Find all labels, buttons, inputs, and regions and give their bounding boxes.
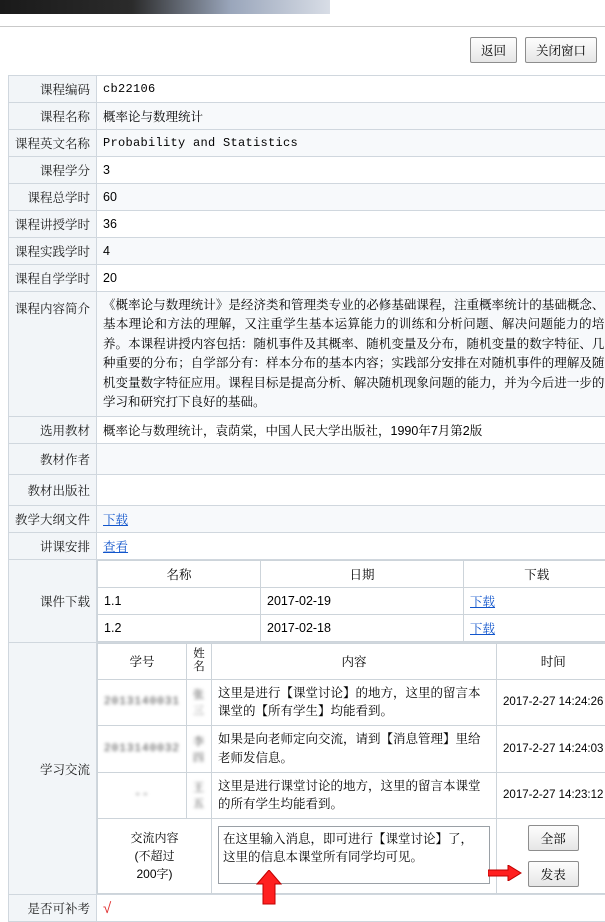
discussion-student-name: 张三 <box>187 679 212 726</box>
syllabus-download-link[interactable]: 下载 <box>103 513 128 527</box>
show-all-button[interactable]: 全部 <box>528 825 579 851</box>
courseware-col-name: 名称 <box>98 561 261 588</box>
field-value-textbook: 概率论与数理统计，袁荫棠，中国人民大学出版社，1990年7月第2版 <box>97 417 605 444</box>
field-label: 课程英文名称 <box>9 130 97 157</box>
table-row <box>9 292 605 417</box>
courseware-name: 1.1 <box>98 588 261 615</box>
field-label: 课程总学时 <box>9 184 97 211</box>
lecture-plan-view-link[interactable]: 查看 <box>103 540 128 554</box>
table-row <box>98 772 605 819</box>
field-label: 课程学分 <box>9 157 97 184</box>
course-info-table <box>8 75 605 922</box>
discussion-col-time: 时间 <box>497 644 605 679</box>
discussion-buttons-cell <box>497 819 605 894</box>
table-row <box>9 157 605 184</box>
table-row <box>9 184 605 211</box>
discussion-student-id: 2013140032 <box>98 726 187 773</box>
annotation-arrow-right-icon <box>488 865 522 881</box>
field-label-discussion: 学习交流 <box>9 643 97 895</box>
field-value-practice-hours: 4 <box>97 238 605 265</box>
courseware-header-row <box>98 561 605 588</box>
field-label: 课程实践学时 <box>9 238 97 265</box>
field-label: 课程名称 <box>9 103 97 130</box>
discussion-student-id: -- <box>98 772 187 819</box>
discussion-time: 2017-2-27 14:23:12 <box>497 772 605 819</box>
discussion-input-label <box>98 819 212 894</box>
field-value-course-code: cb22106 <box>97 76 605 103</box>
field-label-lecture-plan: 讲课安排 <box>9 533 97 560</box>
field-label-syllabus: 教学大纲文件 <box>9 506 97 533</box>
courseware-download-link[interactable]: 下载 <box>470 595 495 609</box>
courseware-col-date: 日期 <box>261 561 464 588</box>
field-label: 课程讲授学时 <box>9 211 97 238</box>
courseware-download-cell <box>464 588 605 615</box>
table-row <box>9 130 605 157</box>
field-value-lecture-hours: 36 <box>97 211 605 238</box>
table-row <box>9 265 605 292</box>
field-value-makeup <box>97 895 605 922</box>
checkmark-icon: √ <box>103 900 111 917</box>
table-row <box>9 417 605 444</box>
table-row <box>98 679 605 726</box>
discussion-input-label-line1: 交流内容 <box>104 829 205 847</box>
post-button-wrapper <box>528 861 579 887</box>
top-button-bar <box>0 27 605 75</box>
discussion-input-row <box>98 819 605 894</box>
table-row <box>98 726 605 773</box>
field-value-lecture-plan <box>97 533 605 560</box>
discussion-content: 这里是进行课堂讨论的地方，这里的留言本课堂的所有学生均能看到。 <box>212 772 497 819</box>
table-row <box>98 615 605 642</box>
discussion-input-label-line3: 200字) <box>104 865 205 883</box>
discussion-buttons <box>503 823 603 889</box>
field-value-author <box>97 444 605 475</box>
discussion-content: 如果是向老师定向交流，请到【消息管理】里给老师发信息。 <box>212 726 497 773</box>
discussion-input-wrapper <box>218 826 490 887</box>
field-value-syllabus <box>97 506 605 533</box>
browser-chrome-strip-right <box>330 0 605 14</box>
courseware-table <box>97 560 605 642</box>
annotation-arrow-up-icon <box>256 870 282 906</box>
courseware-name: 1.2 <box>98 615 261 642</box>
table-row <box>98 588 605 615</box>
courseware-cell <box>97 560 605 643</box>
discussion-time: 2017-2-27 14:24:26 <box>497 679 605 726</box>
table-row <box>9 76 605 103</box>
field-label: 课程自学学时 <box>9 265 97 292</box>
field-label-author: 教材作者 <box>9 444 97 475</box>
courseware-download-cell <box>464 615 605 642</box>
discussion-input-cell <box>212 819 497 894</box>
discussion-input-label-line2: (不超过 <box>104 847 205 865</box>
discussion-col-name: 姓名 <box>187 644 212 679</box>
courseware-date: 2017-02-18 <box>261 615 464 642</box>
courseware-download-link[interactable]: 下载 <box>470 622 495 636</box>
field-label-publisher: 教材出版社 <box>9 475 97 506</box>
discussion-col-content: 内容 <box>212 644 497 679</box>
field-value-publisher <box>97 475 605 506</box>
courseware-date: 2017-02-19 <box>261 588 464 615</box>
table-row <box>9 238 605 265</box>
table-row-discussion <box>9 643 605 895</box>
discussion-student-name: 王五 <box>187 772 212 819</box>
post-button[interactable]: 发表 <box>528 861 579 887</box>
discussion-header-row <box>98 644 605 679</box>
table-row <box>9 533 605 560</box>
discussion-col-student-id: 学号 <box>98 644 187 679</box>
close-window-button[interactable]: 关闭窗口 <box>525 37 597 63</box>
courseware-col-download: 下载 <box>464 561 605 588</box>
browser-chrome-strip <box>0 0 330 14</box>
field-value-credits: 3 <box>97 157 605 184</box>
field-label-textbook: 选用教材 <box>9 417 97 444</box>
table-row <box>9 103 605 130</box>
field-label-intro: 课程内容简介 <box>9 292 97 417</box>
field-value-course-name: 概率论与数理统计 <box>97 103 605 130</box>
table-row <box>9 211 605 238</box>
discussion-content: 这里是进行【课堂讨论】的地方，这里的留言本课堂的【所有学生】均能看到。 <box>212 679 497 726</box>
field-value-intro: 《概率论与数理统计》是经济类和管理类专业的必修基础课程，注重概率统计的基础概念、基本理论和方法的理解，又注重学生基本运算能力的训练和分析问题、解决问题能力的培养。本课程讲授内容包括：随机事件及其概率、随机变量及分布，随机变量的数字特征、几种重要的分布；自学部分有：样本分布的基本内容；实践部分安排在对随机事件的理解及随机变量数字特征应用。课程目标是提高分析、解决随机现象问题的能力，并为今后进一步的学习和研究打下良好的基础。 <box>97 292 605 417</box>
field-value-course-name-en: Probability and Statistics <box>97 130 605 157</box>
table-row-makeup-exam <box>9 895 605 922</box>
field-label: 课程编码 <box>9 76 97 103</box>
field-value-total-hours: 60 <box>97 184 605 211</box>
discussion-table <box>97 643 605 894</box>
table-row <box>9 506 605 533</box>
discussion-time: 2017-2-27 14:24:03 <box>497 726 605 773</box>
discussion-student-id: 2013140031 <box>98 679 187 726</box>
discussion-cell <box>97 643 605 895</box>
field-label-courseware: 课件下载 <box>9 560 97 643</box>
back-button[interactable]: 返回 <box>470 37 517 63</box>
table-row <box>9 475 605 506</box>
field-value-selfstudy-hours: 20 <box>97 265 605 292</box>
table-row <box>9 444 605 475</box>
table-row-courseware <box>9 560 605 643</box>
field-label-makeup: 是否可补考 <box>9 895 97 922</box>
discussion-student-name: 李四 <box>187 726 212 773</box>
